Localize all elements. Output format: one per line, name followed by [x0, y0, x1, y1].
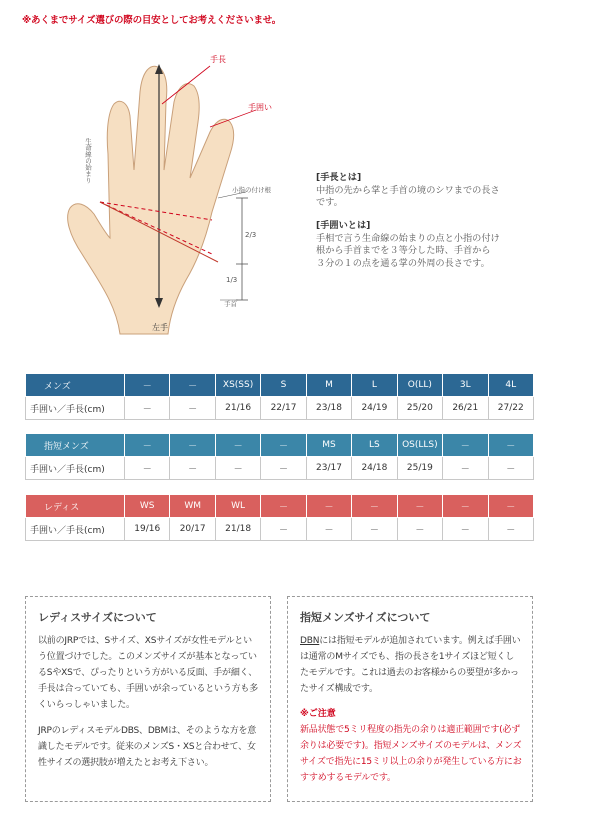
dbn-link[interactable]: DBN — [300, 636, 320, 646]
short-mens-box-paragraph-1: DBNには指短モデルが追加されています。例えば手囲いは通常のMサイズでも、指の長さを1サイズほど短くしたモデルです。これは過去のお客様からの要望が多かったサイズ構成です。 — [300, 636, 521, 694]
ladies-size-table — [25, 494, 534, 541]
short-mens-values-row: 手囲い／手長(cm) － － － － 23/17 24/18 25/19 － － — [26, 457, 534, 480]
mens-values-row: 手囲い／手長(cm) － － 21/16 22/17 23/18 24/19 25/20 26/21 27/22 — [26, 397, 534, 420]
pinky-base-label: 小指の付け根 — [232, 186, 271, 194]
hand-girth-definition: [手囲いとは] 手相で言う生命線の始まりの点と小指の付け 根から手首までを３等分した時、手首から ３分の１の点を通る掌の外周の長さです。 — [316, 220, 500, 269]
hand-length-label: 手長 — [210, 55, 226, 64]
hand-measurement-diagram — [60, 42, 310, 342]
hand-outline — [68, 66, 234, 334]
ladies-values-row: 手囲い／手長(cm) 19/16 20/17 21/18 － － － － － － — [26, 518, 534, 541]
ladies-header-row: レディス WS WM WL － － － － － － — [26, 495, 534, 518]
wrist-label: 手首 — [224, 300, 237, 308]
size-notice: ※あくまでサイズ選びの際の目安としてお考えくださいませ。 — [22, 15, 282, 26]
hand-length-definition: [手長とは] 中指の先から掌と手首の境のシワまでの長さ です。 — [316, 172, 500, 208]
mens-header-row: メンズ － － XS(SS) S M L O(LL) 3L 4L — [26, 374, 534, 397]
left-hand-label: 左手 — [152, 323, 168, 332]
caution-label: ※ご注意 — [300, 709, 336, 719]
mens-size-table — [25, 373, 534, 420]
caution-paragraph: 新品状態で5ミリ程度の指先の余りは適正範囲です(必ず余りは必要です)。指短メンズサイズのモデルは、メンズサイズで指先に15ミリ以上の余りが発生している方におすすめするモデルです。 — [300, 725, 522, 783]
ladies-size-info-box — [25, 596, 271, 802]
lifeline-label: 生命線の始まり — [84, 138, 92, 184]
two-thirds-label: 2/3 — [245, 231, 257, 239]
short-mens-info-box — [287, 596, 533, 802]
short-mens-box-title: 指短メンズサイズについて — [300, 611, 431, 624]
hand-girth-label: 手囲い — [248, 103, 272, 112]
ladies-box-paragraph-1: 以前のJRPでは、Sサイズ、XSサイズが女性モデルという位置づけでした。このメンズサイズが基本となっているSやXSで、ぴったりという方がいる反面、手が細く、手長は合っていても、手囲いが余っているという方も多くいらっしゃいました。 — [38, 636, 259, 710]
short-mens-header-row: 指短メンズ － － － － MS LS OS(LLS) － － — [26, 434, 534, 457]
ladies-box-title: レディスサイズについて — [38, 611, 157, 624]
ladies-box-paragraph-2: JRPのレディスモデルDBS、DBMは、そのような方を意識したモデルです。従来のメンズS・XSと合わせて、女性サイズの選択肢が増えたとお考え下さい。 — [38, 726, 257, 768]
short-mens-size-table — [25, 433, 534, 480]
one-third-label: 1/3 — [226, 276, 238, 284]
